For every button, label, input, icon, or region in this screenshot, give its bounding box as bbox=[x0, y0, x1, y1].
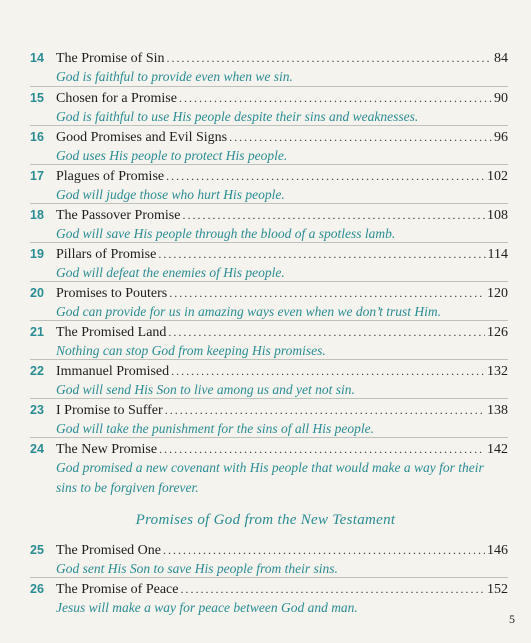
entry-title: Pillars of Promise bbox=[56, 247, 157, 262]
entry-title: The Promised One bbox=[56, 543, 161, 558]
entry-title-line bbox=[56, 205, 508, 226]
entry-number: 19 bbox=[30, 247, 44, 261]
entry-title-line bbox=[56, 127, 508, 148]
dot-leader bbox=[158, 244, 485, 264]
entry-number: 21 bbox=[30, 325, 44, 339]
dot-leader bbox=[166, 166, 485, 186]
entry-page-number: 132 bbox=[487, 364, 508, 379]
dot-leader bbox=[180, 579, 485, 599]
entry-title: Promises to Pouters bbox=[56, 286, 168, 301]
entry-description: Jesus will make a way for peace between God and man. bbox=[56, 600, 358, 615]
entry-title-line bbox=[56, 88, 508, 109]
entry-page-number: 146 bbox=[487, 543, 508, 558]
divider bbox=[30, 281, 508, 282]
divider bbox=[30, 86, 508, 87]
divider bbox=[30, 203, 508, 204]
entry-page-number: 90 bbox=[494, 91, 508, 106]
entry-page-number: 114 bbox=[487, 247, 508, 262]
entry-number: 17 bbox=[30, 169, 44, 183]
divider bbox=[30, 359, 508, 360]
entry-title: The Promise of Peace bbox=[56, 582, 179, 597]
dot-leader bbox=[163, 540, 485, 560]
entry-title: Immanuel Promised bbox=[56, 364, 170, 379]
entry-title: The New Promise bbox=[56, 442, 158, 457]
entry-description: God will judge those who hurt His people. bbox=[56, 187, 285, 202]
entry-title-line bbox=[56, 439, 508, 460]
entry-description: God uses His people to protect His people. bbox=[56, 148, 288, 163]
entry-description: God promised a new covenant with His people that would make a way for their sins to be forgiven forever. bbox=[56, 460, 484, 495]
entry-title: Chosen for a Promise bbox=[56, 91, 177, 106]
entry-number: 14 bbox=[30, 51, 44, 65]
entry-page-number: 96 bbox=[494, 130, 508, 145]
dot-leader bbox=[167, 48, 493, 68]
dot-leader bbox=[179, 88, 492, 108]
entry-title-line bbox=[56, 166, 508, 187]
entry-title: The Promise of Sin bbox=[56, 51, 165, 66]
entry-title-line bbox=[56, 400, 508, 421]
entry-title: Plagues of Promise bbox=[56, 169, 165, 184]
entry-number: 18 bbox=[30, 208, 44, 222]
dot-leader bbox=[229, 127, 492, 147]
entry-description: God sent His Son to save His people from their sins. bbox=[56, 561, 338, 576]
entry-title-line bbox=[56, 540, 508, 561]
entry-number: 16 bbox=[30, 130, 44, 144]
entry-number: 15 bbox=[30, 91, 44, 105]
entry-number: 24 bbox=[30, 442, 44, 456]
dot-leader bbox=[171, 361, 485, 381]
entry-number: 23 bbox=[30, 403, 44, 417]
entry-page-number: 142 bbox=[487, 442, 508, 457]
divider bbox=[30, 242, 508, 243]
section-heading: Promises of God from the New Testament bbox=[135, 512, 396, 528]
dot-leader bbox=[182, 205, 485, 225]
entry-title-line bbox=[56, 361, 508, 382]
entry-page-number: 138 bbox=[487, 403, 508, 418]
entry-description: Nothing can stop God from keeping His promises. bbox=[56, 343, 326, 358]
entry-page-number: 120 bbox=[487, 286, 508, 301]
dot-leader bbox=[168, 322, 485, 342]
divider bbox=[30, 320, 508, 321]
entry-title-line bbox=[56, 322, 508, 343]
entry-description: God will defeat the enemies of His people. bbox=[56, 265, 285, 280]
entry-title-line bbox=[56, 579, 508, 600]
page-folio-number: 5 bbox=[509, 612, 515, 626]
entry-page-number: 102 bbox=[487, 169, 508, 184]
entry-number: 22 bbox=[30, 364, 44, 378]
entry-description: God is faithful to use His people despite their sins and weaknesses. bbox=[56, 109, 419, 124]
entry-description: God can provide for us in amazing ways even when we don’t trust Him. bbox=[56, 304, 441, 319]
entry-title: The Promised Land bbox=[56, 325, 167, 340]
divider bbox=[30, 164, 508, 165]
entry-title: The Passover Promise bbox=[56, 208, 181, 223]
dot-leader bbox=[169, 283, 485, 303]
entry-number: 20 bbox=[30, 286, 44, 300]
entry-title-line bbox=[56, 48, 508, 69]
entry-number: 26 bbox=[30, 582, 44, 596]
entry-page-number: 152 bbox=[487, 582, 508, 597]
dot-leader bbox=[159, 439, 485, 459]
entry-number: 25 bbox=[30, 543, 44, 557]
entry-title-line bbox=[56, 283, 508, 304]
entry-title: Good Promises and Evil Signs bbox=[56, 130, 228, 145]
entry-title-line bbox=[56, 244, 508, 265]
divider bbox=[30, 398, 508, 399]
entry-description: God will save His people through the blood of a spotless lamb. bbox=[56, 226, 396, 241]
entry-title: I Promise to Suffer bbox=[56, 403, 163, 418]
entry-description: God will send His Son to live among us and yet not sin. bbox=[56, 382, 355, 397]
entry-description: God is faithful to provide even when we sin. bbox=[56, 69, 293, 84]
divider bbox=[30, 577, 508, 578]
entry-page-number: 108 bbox=[487, 208, 508, 223]
divider bbox=[30, 437, 508, 438]
entry-description: God will take the punishment for the sins of all His people. bbox=[56, 421, 374, 436]
entry-page-number: 84 bbox=[494, 51, 508, 66]
dot-leader bbox=[165, 400, 485, 420]
divider bbox=[30, 125, 508, 126]
entry-page-number: 126 bbox=[487, 325, 508, 340]
